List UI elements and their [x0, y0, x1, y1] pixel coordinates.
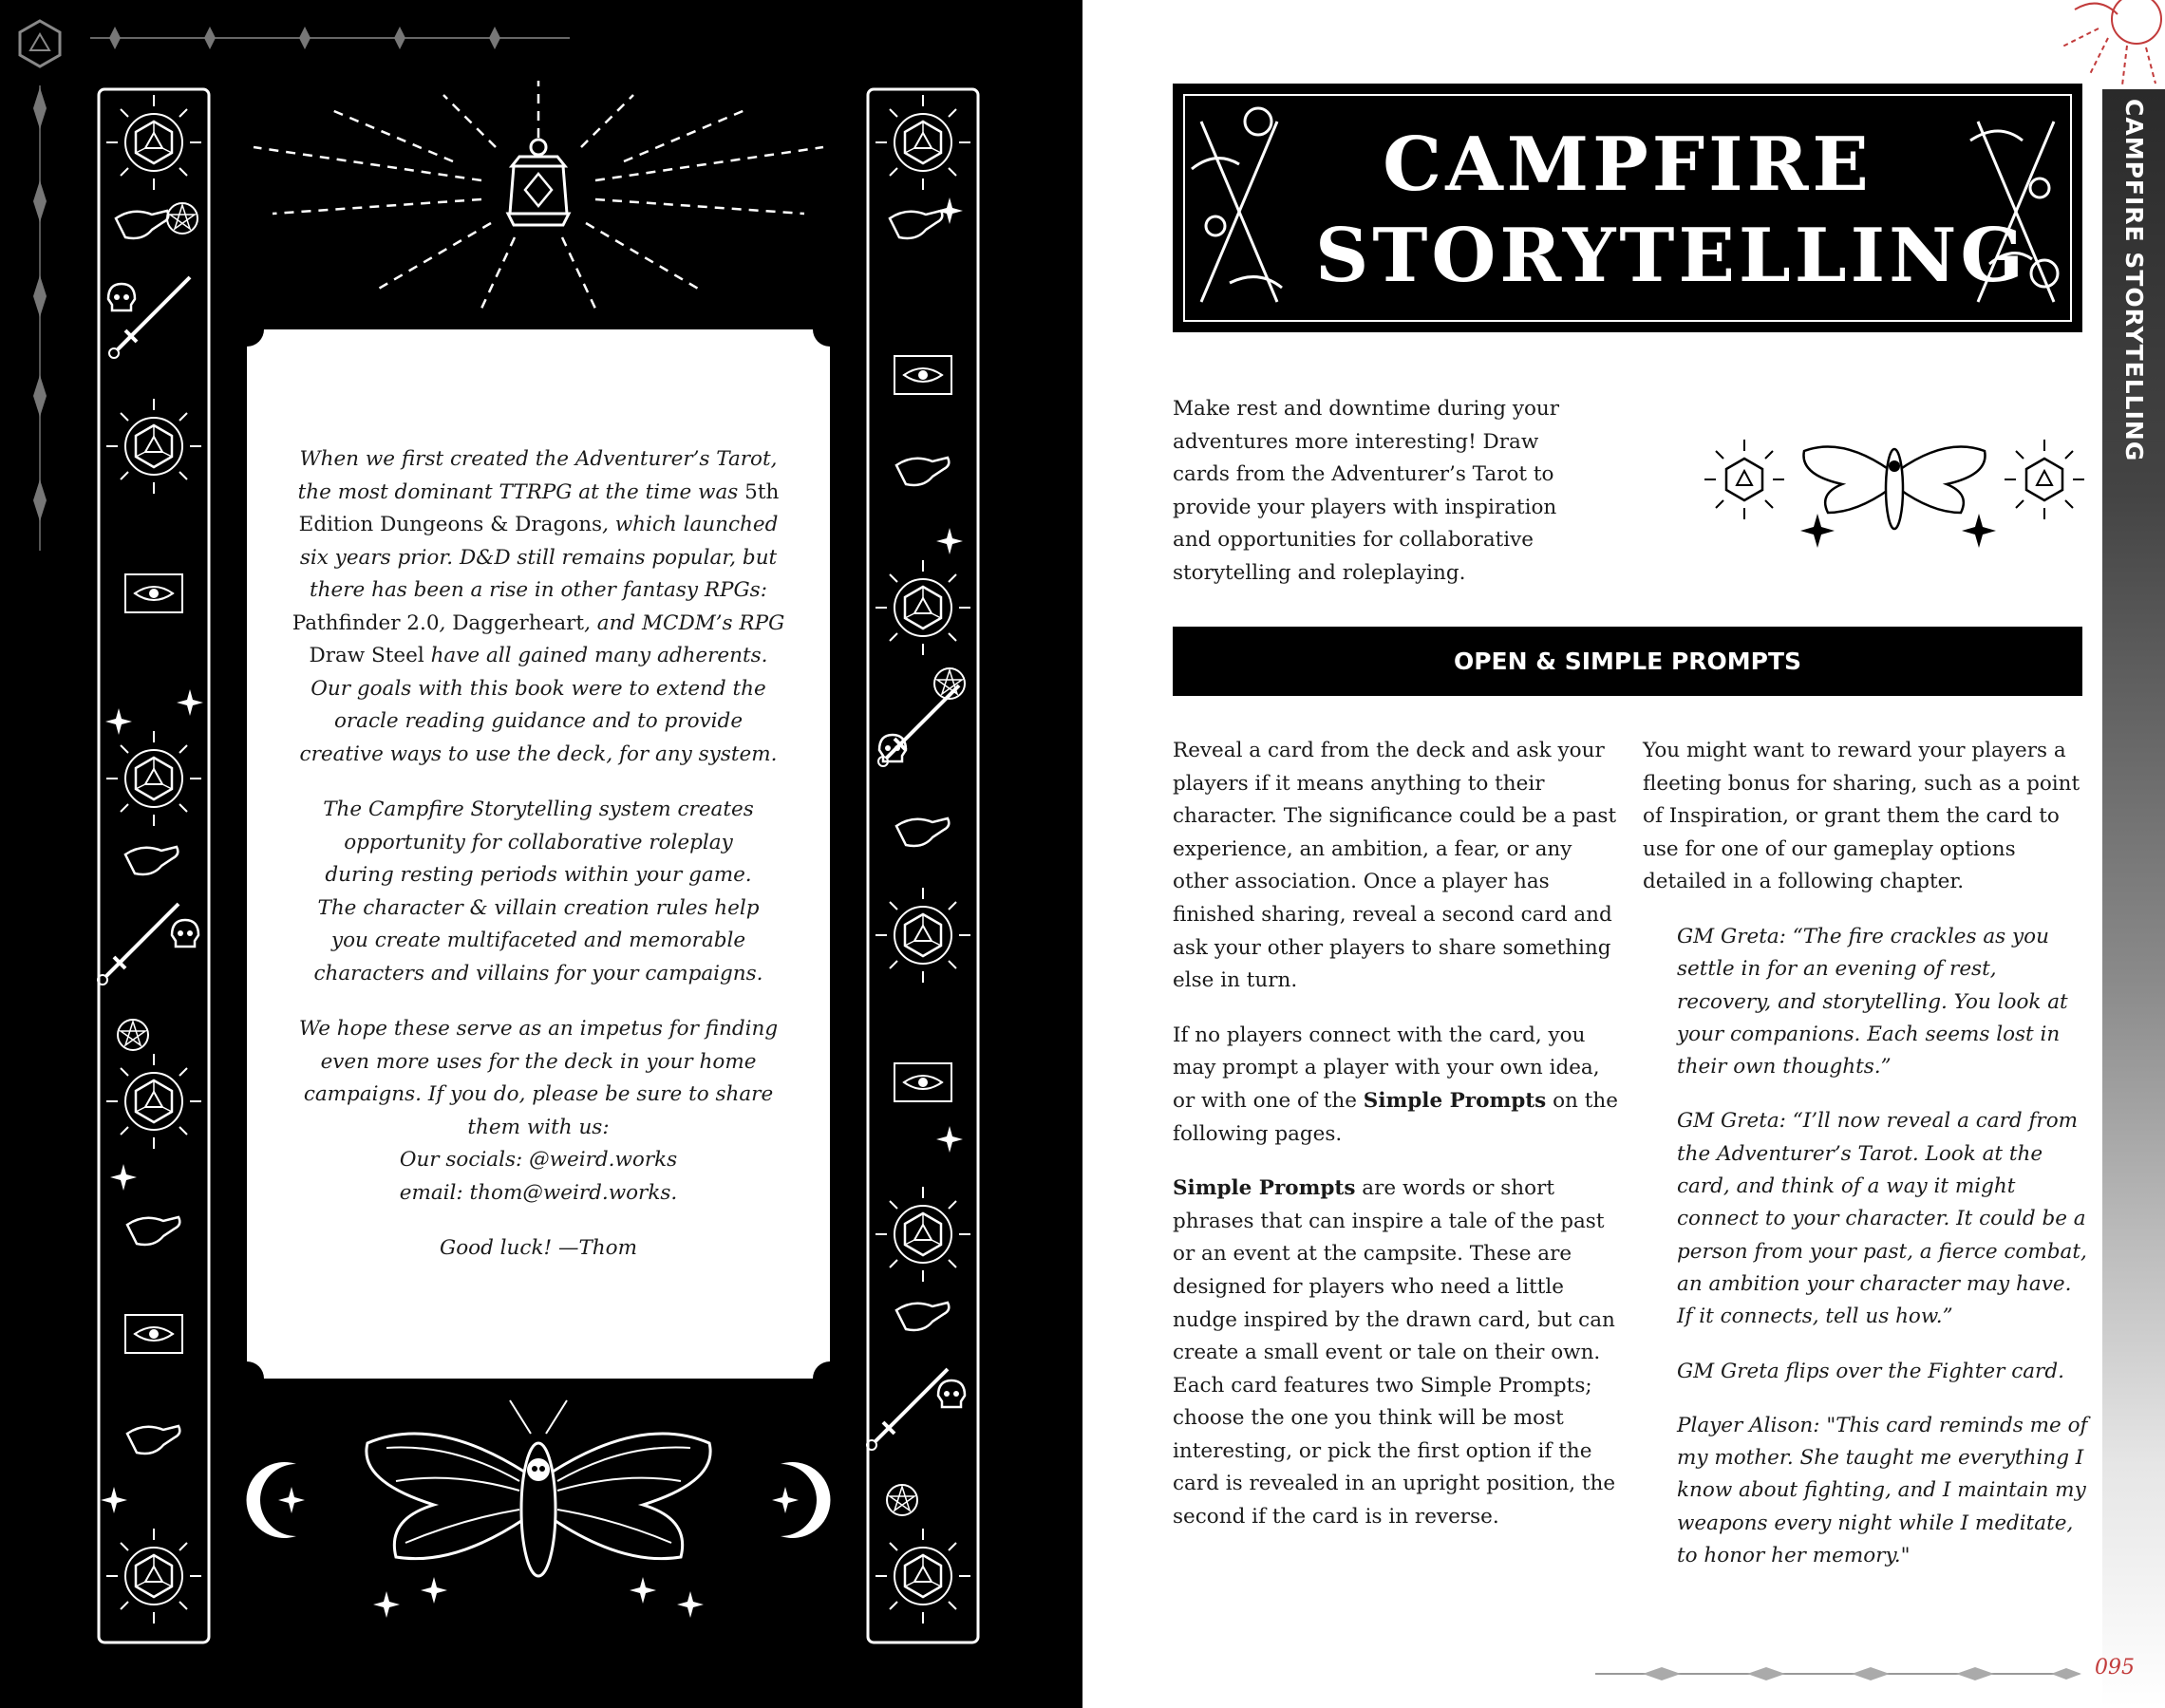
left-page: [0, 0, 1082, 1708]
game-title: Daggerheart: [452, 610, 585, 635]
text-line: opportunity for collaborative roleplay: [344, 830, 733, 854]
email-line: email: thom@weird.works.: [399, 1180, 678, 1205]
card-corner-notch: [230, 1361, 264, 1396]
chapter-title: [1315, 120, 2027, 302]
text-line: them with us:: [467, 1115, 610, 1139]
moth-and-dice-icon: [1704, 440, 2084, 548]
text-line: even more uses for the deck in your home: [320, 1049, 757, 1074]
game-title: Edition Dungeons & Dragons: [298, 513, 603, 536]
chapter-title-line-1: CAMPFIRE: [1383, 122, 1873, 208]
body-paragraph: [1173, 1020, 1619, 1151]
sign-off: Good luck! —Thom: [440, 1236, 637, 1260]
example-quote: GM Greta: “I’ll now reveal a card from the Adventurer’s Tarot. Look at the card, and think of a way it might connect to your character. It could be a person from your past, a fierce combat, an ambition your character may have. If it connects, tell us how.”: [1677, 1109, 2087, 1329]
intro-paragraph: Make rest and downtime during your adventures more interesting! Draw cards from the Adventurer’s Tarot to provide your players with inspiration and opportunities for collaborative storytelling and roleplaying.: [1173, 397, 1560, 585]
card-corner-notch: [813, 312, 847, 347]
text-line: oracle reading guidance and to provide: [333, 709, 744, 733]
foreword-paragraph-2: [279, 794, 798, 990]
crescent-moon-icon: [772, 1462, 830, 1538]
text-line: the most dominant TTRPG at the time was: [297, 479, 745, 504]
text-line: We hope these serve as an impetus for finding: [298, 1017, 779, 1041]
game-title: Pathfinder 2.0: [292, 610, 440, 635]
text-line: , which launched: [602, 513, 779, 536]
corner-ornament-icon: [2061, 0, 2161, 85]
chapter-title-line-2: STORYTELLING: [1315, 213, 2027, 299]
deaths-head-moth-icon: [367, 1400, 710, 1618]
example-quote: Player Alison: "This card reminds me of my mother. She taught me everything I know about fighting, and I maintain my weapons every night while I meditate, to honor her memory.": [1677, 1413, 2088, 1568]
text-line: ,: [439, 610, 453, 635]
example-quote: GM Greta flips over the Fighter card.: [1677, 1359, 2064, 1383]
foreword-card: [247, 329, 830, 1379]
text-span: on the following pages.: [1173, 1088, 1618, 1146]
section-heading: OPEN & SIMPLE PROMPTS: [1173, 627, 2082, 696]
foreword-paragraph-3: [279, 1013, 798, 1210]
d20-dice-icon: [20, 21, 60, 66]
text-line: characters and villains for your campaigns.: [313, 961, 763, 985]
bold-term: Simple Prompts: [1363, 1088, 1547, 1113]
body-paragraph: [1173, 1173, 1619, 1534]
chapter-side-tab-label: CAMPFIRE STORYTELLING: [2120, 99, 2148, 462]
crescent-moon-icon: [247, 1462, 305, 1538]
body-paragraph: You might want to reward your players a fleeting bonus for sharing, such as a point of Inspiration, or grant them the card to use for one of our gameplay options detailed in a following chapter.: [1643, 739, 2080, 894]
text-line: Our goals with this book were to extend the: [311, 676, 766, 701]
text-span: If no players connect with the card, you may prompt a player with your own idea, or with one of the: [1173, 1023, 1600, 1113]
text-line: there has been a rise in other fantasy RPGs:: [310, 578, 767, 602]
text-line: six years prior. D&D still remains popular, but: [299, 545, 778, 570]
lantern-icon: [254, 81, 823, 309]
game-title: Draw Steel: [309, 644, 424, 667]
chapter-title-banner: [1173, 84, 2082, 332]
text-line: campaigns. If you do, please be sure to share: [303, 1082, 774, 1106]
card-corner-notch: [813, 1361, 847, 1396]
text-line: during resting periods within your game.: [325, 863, 752, 887]
bold-term: Simple Prompts: [1173, 1176, 1356, 1201]
text-line: creative ways to use the deck, for any system.: [299, 741, 778, 766]
text-line: The Campfire Storytelling system creates: [323, 798, 754, 821]
text-line: 5th: [744, 479, 780, 504]
page-number: 095: [2095, 1656, 2135, 1680]
example-quote: GM Greta: “The fire crackles as you settle in for an evening of rest, recovery, and storytelling. You look at your companions. Each seems lost in their own thoughts.”: [1677, 924, 2068, 1079]
card-corner-notch: [230, 312, 264, 347]
text-line: have all gained many adherents.: [424, 644, 768, 667]
text-span: are words or short phrases that can inspire a tale of the past or an event at the campsite. These are designed for players who need a little nudge inspired by the drawn card, but can create a small event or tale on their own. Each card features two Simple Prompts; choose the one you think will be most interesting, or pick the first option if the card is revealed in an upright position, the second if the card is in reverse.: [1173, 1176, 1616, 1530]
text-line: When we first created the Adventurer’s Tarot,: [299, 447, 778, 471]
text-line: , and MCDM’s RPG: [584, 610, 785, 635]
text-line: you create multifaceted and memorable: [330, 929, 746, 952]
body-paragraph: Reveal a card from the deck and ask your players if it means anything to their character. The significance could be a past experience, an ambition, a fear, or any other association. Once a player has finished sharing, reveal a second card and ask your other players to share something else in turn.: [1173, 739, 1617, 993]
body-column-right: [1643, 735, 2089, 1594]
socials-line: Our socials: @weird.works: [399, 1148, 678, 1172]
right-page: [1082, 0, 2165, 1708]
body-column-left: [1173, 735, 1619, 1556]
foreword-paragraph-1: [279, 443, 798, 771]
text-line: The character & villain creation rules help: [317, 895, 760, 920]
